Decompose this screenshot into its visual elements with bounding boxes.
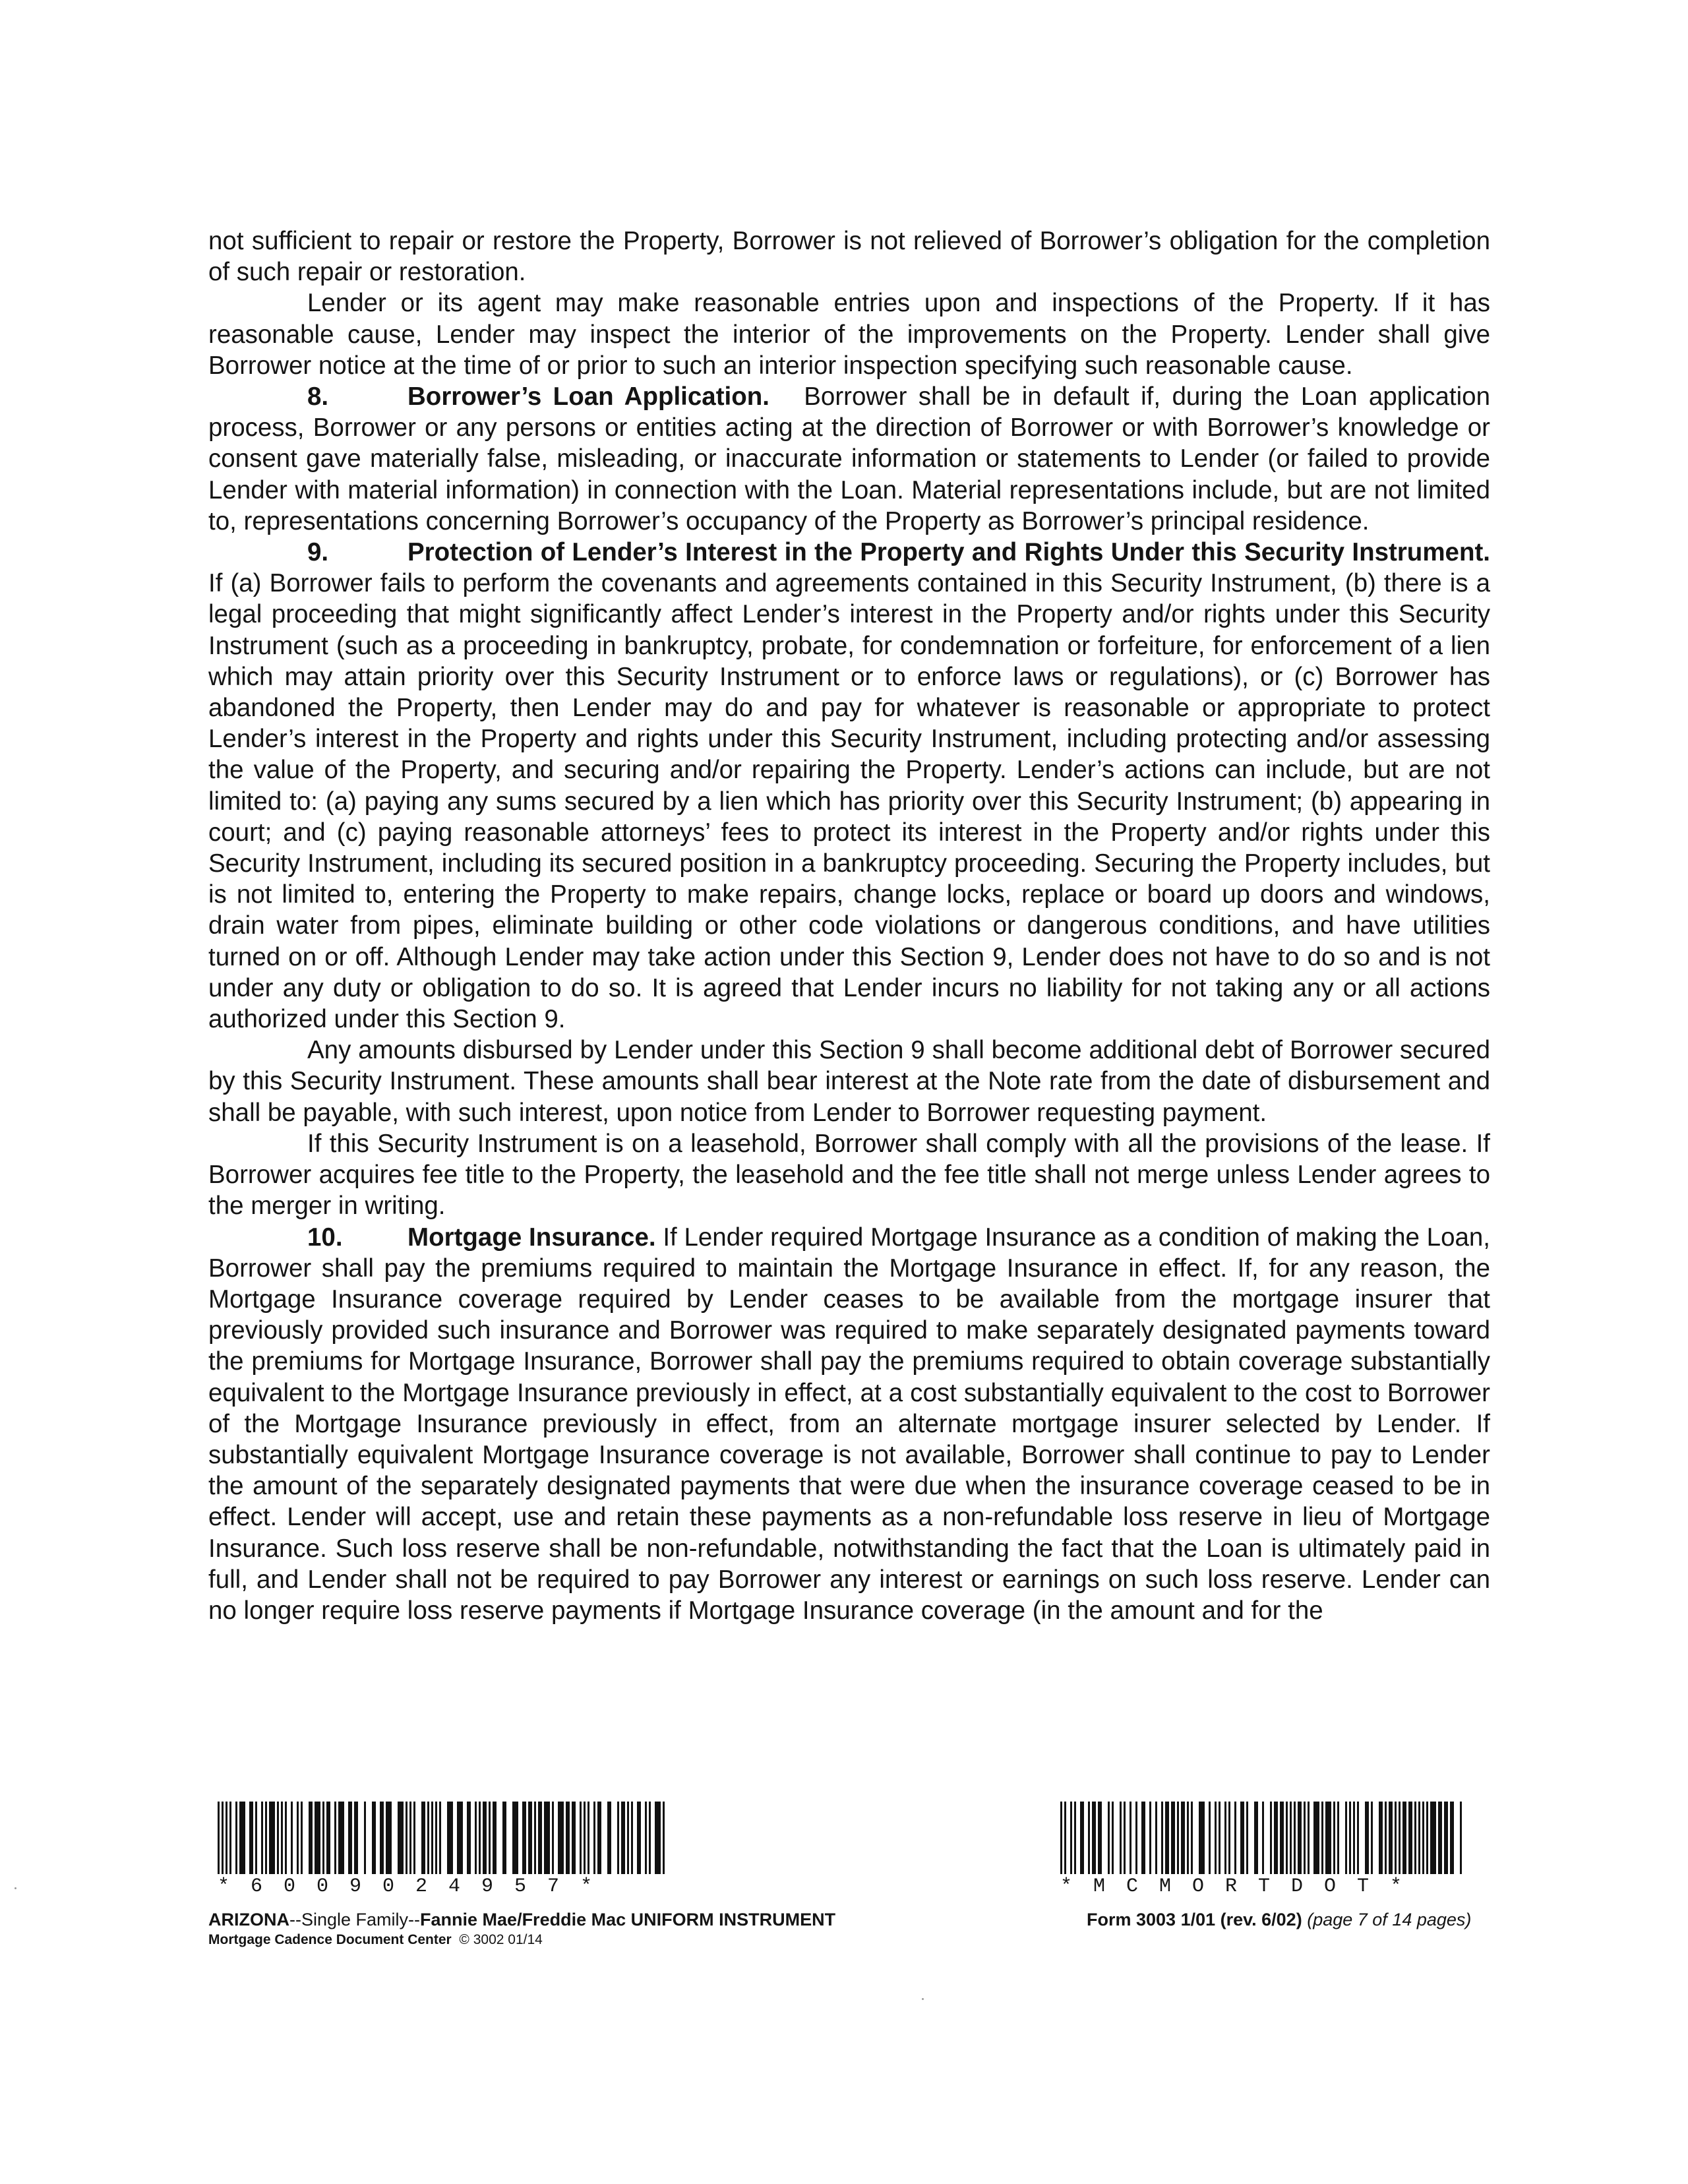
section-text: If Lender required Mortgage Insurance as a condition of making the Loan, Borrower shall pay the premiums required to maintain the Mortgage Insurance in effect. If, for any reason, the Mortgage Insurance coverage required by Lender ceases to be available from the mortgage insurer that previously provided such insurance and Borrower was required to make separately designated payments toward the premiums for Mortgage Insurance, Borrower shall pay the premiums required to obtain coverage substantially equivalent to the Mortgage Insurance previously in effect, at a cost substantially equivalent to the cost to Borrower of the Mortgage Insurance previously in effect, from an alternate mortgage insurer selected by Lender. If substantially equivalent Mortgage Insurance coverage is not available, Borrower shall continue to pay to Lender the amount of the separately designated payments that were due when the insurance coverage ceased to be in effect. Lender will accept, use and retain these payments as a non-refundable loss reserve in lieu of Mortgage Insurance. Such loss reserve shall be non-refundable, notwithstanding the fact that the Loan is ultimately paid in full, and Lender shall not be required to pay Borrower any interest or earnings on such loss reserve. Lender can no longer require loss reserve payments if Mortgage Insurance coverage (in the amount and for the [208,1223,1490,1625]
barcode-bar [1444,1802,1448,1874]
barcode-bar [479,1802,481,1874]
paragraph-leasehold: If this Security Instrument is on a leasehold, Borrower shall comply with all the provisions of the lease. If Borrower acquires fee title to the Property, the leasehold and the fee title shall not merge unless Lender agrees to the merger in writing. [208,1129,1490,1221]
barcode-bar [1171,1802,1175,1874]
scan-speck [15,1887,16,1889]
barcode-bar [269,1802,275,1874]
barcode-bar [1389,1802,1393,1874]
barcode-bar [1345,1802,1347,1874]
barcode-bar [1399,1802,1401,1874]
barcode-bar [528,1802,532,1874]
section-number: 9. [307,538,329,567]
barcode-bar [1120,1802,1122,1874]
barcode-bar [413,1802,415,1874]
scan-speck [922,1998,924,2000]
barcode-bar [1074,1802,1076,1874]
barcode-bar [427,1802,429,1874]
section-heading: Borrower’s Loan Application. [407,382,769,411]
barcode-bar [421,1802,425,1874]
barcode-bar [593,1802,595,1874]
section-10 [208,1222,1490,1627]
barcode-bar [483,1802,487,1874]
barcode-bar [1304,1802,1306,1874]
barcode-bar [218,1802,220,1874]
barcode-bar [1450,1802,1454,1874]
barcode-bar [1234,1802,1236,1874]
barcode-bar [229,1802,231,1874]
barcode-bar [1349,1802,1351,1874]
barcode-bar [1298,1802,1302,1874]
barcode-bars-right [1060,1802,1464,1874]
barcode-bar [1313,1802,1319,1874]
barcode-bar [552,1802,554,1874]
barcode-bar [431,1802,433,1874]
barcode-bar [291,1802,293,1874]
section-heading: Protection of Lender’s Interest in the Property and Rights Under this Security Instrument. [407,538,1490,567]
barcode-bar [1337,1802,1339,1874]
barcode-bar [1246,1802,1248,1874]
barcode-bar [297,1802,299,1874]
barcode-bar [326,1802,330,1874]
barcode-bar [435,1802,437,1874]
barcode-bar [584,1802,586,1874]
barcode-bar [1199,1802,1205,1874]
barcode-bar [663,1802,665,1874]
barcode-bar [1286,1802,1288,1874]
section-9 [208,537,1490,1035]
barcode-bar [1426,1802,1428,1874]
barcode-bar [1294,1802,1296,1874]
section-number: 8. [307,382,329,411]
barcode-bar [580,1802,582,1874]
barcode-bar [301,1802,303,1874]
barcode-bar [354,1802,358,1874]
footer-state: ARIZONA [208,1910,289,1929]
barcode-bar [534,1802,536,1874]
barcode-bar [1088,1802,1090,1874]
barcode-bar [1155,1802,1157,1874]
barcode-bar [538,1802,542,1874]
barcode-bar [512,1802,518,1874]
section-text: If (a) Borrower fails to perform the covenants and agreements contained in this Security Instrument, (b) there is a legal proceeding that might significantly affect Lender’s interest in the Property and/or rights under this Security Instrument (such as a proceeding in bankruptcy, probate, for condemnation or forfeiture, for enforcement of a lien which may attain priority over this Security Instrument or to enforce laws or regulations), or (c) Borrower has abandoned the Property, then Lender may do and pay for whatever is reasonable or appropriate to protect Lender’s interest in the Property and rights under this Security Instrument, including protecting and/or assessing the value of the Property, and securing and/or repairing the Property. Lender’s actions can include, but are not limited to: (a) paying any sums secured by a lien which has priority over this Security Instrument; (b) appearing in court; and (c) paying reasonable attorneys’ fees to protect its interest in the Property and/or rights under this Security Instrument, including its secured position in a bankruptcy proceeding. Securing the Property includes, but is not limited to, entering the Property to make repairs, change locks, replace or board up doors and windows, drain water from pipes, eliminate building or other code violations or dangerous conditions, and have utilities turned on or off. Although Lender may take action under this Section 9, Lender does not have to do so and is not under any duty or obligation to do so. It is agreed that Lender incurs no liability for not taking any or all actions authorized under this Section 9. [208,569,1490,1034]
barcode-bar [1070,1802,1072,1874]
barcode-bar [1353,1802,1355,1874]
barcode-bar [1395,1802,1397,1874]
barcode-bar [334,1802,336,1874]
barcode-bar [439,1802,441,1874]
barcode-bar [1240,1802,1244,1874]
page-indicator: (page 7 of 14 pages) [1307,1910,1472,1929]
barcode-bar [649,1802,651,1874]
footer-form-desc: --Single Family-- [289,1910,421,1929]
barcode-bar [380,1802,384,1874]
barcode-bar [364,1802,366,1874]
barcode-bar [285,1802,287,1874]
barcode-bar [1280,1802,1284,1874]
barcode-bar [1161,1802,1163,1874]
paragraph-amounts-disbursed: Any amounts disbursed by Lender under this Section 9 shall become additional debt of Borrower secured by this Security Instrument. These amounts shall bear interest at the Note rate from the date of disbursement and shall be payable, with such interest, upon notice from Lender to Borrower requesting payment. [208,1036,1490,1127]
barcode-bar [1418,1802,1420,1874]
barcode-bar [1191,1802,1193,1874]
barcode-bar [265,1802,267,1874]
footer-document-center: Mortgage Cadence Document Center [208,1932,452,1947]
barcode-bar [637,1802,641,1874]
barcode-bar [1422,1802,1424,1874]
barcode-bar [457,1802,463,1874]
barcode-bar [1181,1802,1185,1874]
barcode-bar [277,1802,279,1874]
barcode-bar [588,1802,589,1874]
footer-form-identification [208,1908,835,1949]
barcode-bar [1060,1802,1062,1874]
barcode-bar [489,1802,491,1874]
barcode-bar [447,1802,453,1874]
barcode-bar [645,1802,647,1874]
barcode-bar [249,1802,253,1874]
footer-form-number [1087,1908,1472,1931]
barcode-bar [522,1802,526,1874]
barcode-bar [558,1802,564,1874]
barcode-bar [572,1802,576,1874]
form-number: Form 3003 1/01 (rev. 6/02) [1087,1910,1302,1929]
barcode-bar [1333,1802,1335,1874]
barcode-bar [631,1802,633,1874]
section-8 [208,381,1490,537]
barcode-bar [315,1802,320,1874]
barcode-bar [239,1802,245,1874]
barcode-bar [544,1802,550,1874]
barcode-bar [1402,1802,1406,1874]
barcode-bar [1187,1802,1189,1874]
barcode-bar [1130,1802,1131,1874]
barcode-bar [1080,1802,1084,1874]
barcode-bar [1308,1802,1310,1874]
barcode-bar [372,1802,376,1874]
barcode-bar [1228,1802,1230,1874]
barcode-bar [621,1802,625,1874]
barcode-bar [1135,1802,1137,1874]
barcode-bar [309,1802,313,1874]
barcode-bar [502,1802,506,1874]
barcode-bar [235,1802,237,1874]
barcode-bar [597,1802,601,1874]
barcode-bar [1224,1802,1226,1874]
barcode-bar [1098,1802,1102,1874]
barcode-caption-right: * M C M O R T D O T * [1060,1875,1402,1898]
barcode-bar [1112,1802,1114,1874]
barcode-bar [1460,1802,1462,1874]
barcode-bar [607,1802,611,1874]
footer-center-code: © 3002 01/14 [459,1932,543,1947]
barcode-bar [1108,1802,1110,1874]
barcode-bar [322,1802,324,1874]
barcode-bar [348,1802,352,1874]
barcode-bar [1064,1802,1066,1874]
barcode-bar [1290,1802,1292,1874]
section-heading: Mortgage Insurance. [407,1223,656,1252]
barcode-bars-left [218,1802,666,1874]
barcode-bar [566,1802,570,1874]
barcode-bar [1371,1802,1373,1874]
document-body [208,226,1490,1626]
barcode-caption-left: * 6 0 0 9 0 2 4 9 5 7 * [218,1875,593,1898]
barcode-bar [655,1802,661,1874]
barcode-bar [1124,1802,1126,1874]
barcode-bar [1270,1802,1272,1874]
barcode-bar [467,1802,471,1874]
section-number: 10. [307,1223,343,1252]
barcode-bar [386,1802,392,1874]
barcode-bar [1141,1802,1145,1874]
document-type-barcode [1060,1802,1464,1898]
barcode-bar [261,1802,263,1874]
barcode-bar [617,1802,619,1874]
barcode-bar [1274,1802,1278,1874]
barcode-bar [281,1802,283,1874]
barcode-bar [475,1802,477,1874]
barcode-bar [1414,1802,1416,1874]
barcode-bar [1325,1802,1331,1874]
barcode-bar [1215,1802,1217,1874]
barcode-bar [255,1802,257,1874]
barcode-bar [1438,1802,1442,1874]
barcode-bar [627,1802,629,1874]
barcode-bar [226,1802,227,1874]
barcode-bar [398,1802,404,1874]
loan-number-barcode [218,1802,666,1898]
barcode-bar [1379,1802,1383,1874]
barcode-bar [1149,1802,1151,1874]
barcode-bar [493,1802,497,1874]
barcode-bar [1219,1802,1221,1874]
barcode-bar [1177,1802,1179,1874]
barcode-bar [1092,1802,1096,1874]
barcode-bar [1321,1802,1323,1874]
barcode-bar [1165,1802,1169,1874]
paragraph-continuation: not sufficient to repair or restore the Property, Borrower is not relieved of Borrower’s obligation for the completion of such repair or restoration. [208,227,1490,287]
paragraph-inspection: Lender or its agent may make reasonable entries upon and inspections of the Property. If it has reasonable cause, Lender may inspect the interior of the improvements on the Property. Lender shall give Borrower notice at the time of or prior to such an interior inspection specifying such reasonable cause. [208,289,1490,380]
barcode-bar [338,1802,344,1874]
barcode-bar [1262,1802,1264,1874]
barcode-bar [1357,1802,1359,1874]
barcode-bar [1408,1802,1412,1874]
barcode-bar [1365,1802,1369,1874]
barcode-bar [222,1802,224,1874]
barcode-bar [1430,1802,1436,1874]
barcode-bar [409,1802,411,1874]
barcode-bar [1254,1802,1258,1874]
section-text: Borrower shall be in default if, during the Loan application process, Borrower or any persons or entities acting at the direction of Borrower or with Borrower’s knowledge or consent gave materially false, misleading, or inaccurate information or statements to Lender (or failed to provide Lender with material information) in connection with the Loan. Material representations include, but are not limited to, representations concerning Borrower’s occupancy of the Property as Borrower’s principal residence. [208,382,1491,535]
barcode-bar [1385,1802,1387,1874]
barcode-bar [1209,1802,1211,1874]
footer-form-source: Fannie Mae/Freddie Mac UNIFORM INSTRUMENT [420,1910,836,1929]
barcode-bar [406,1802,407,1874]
